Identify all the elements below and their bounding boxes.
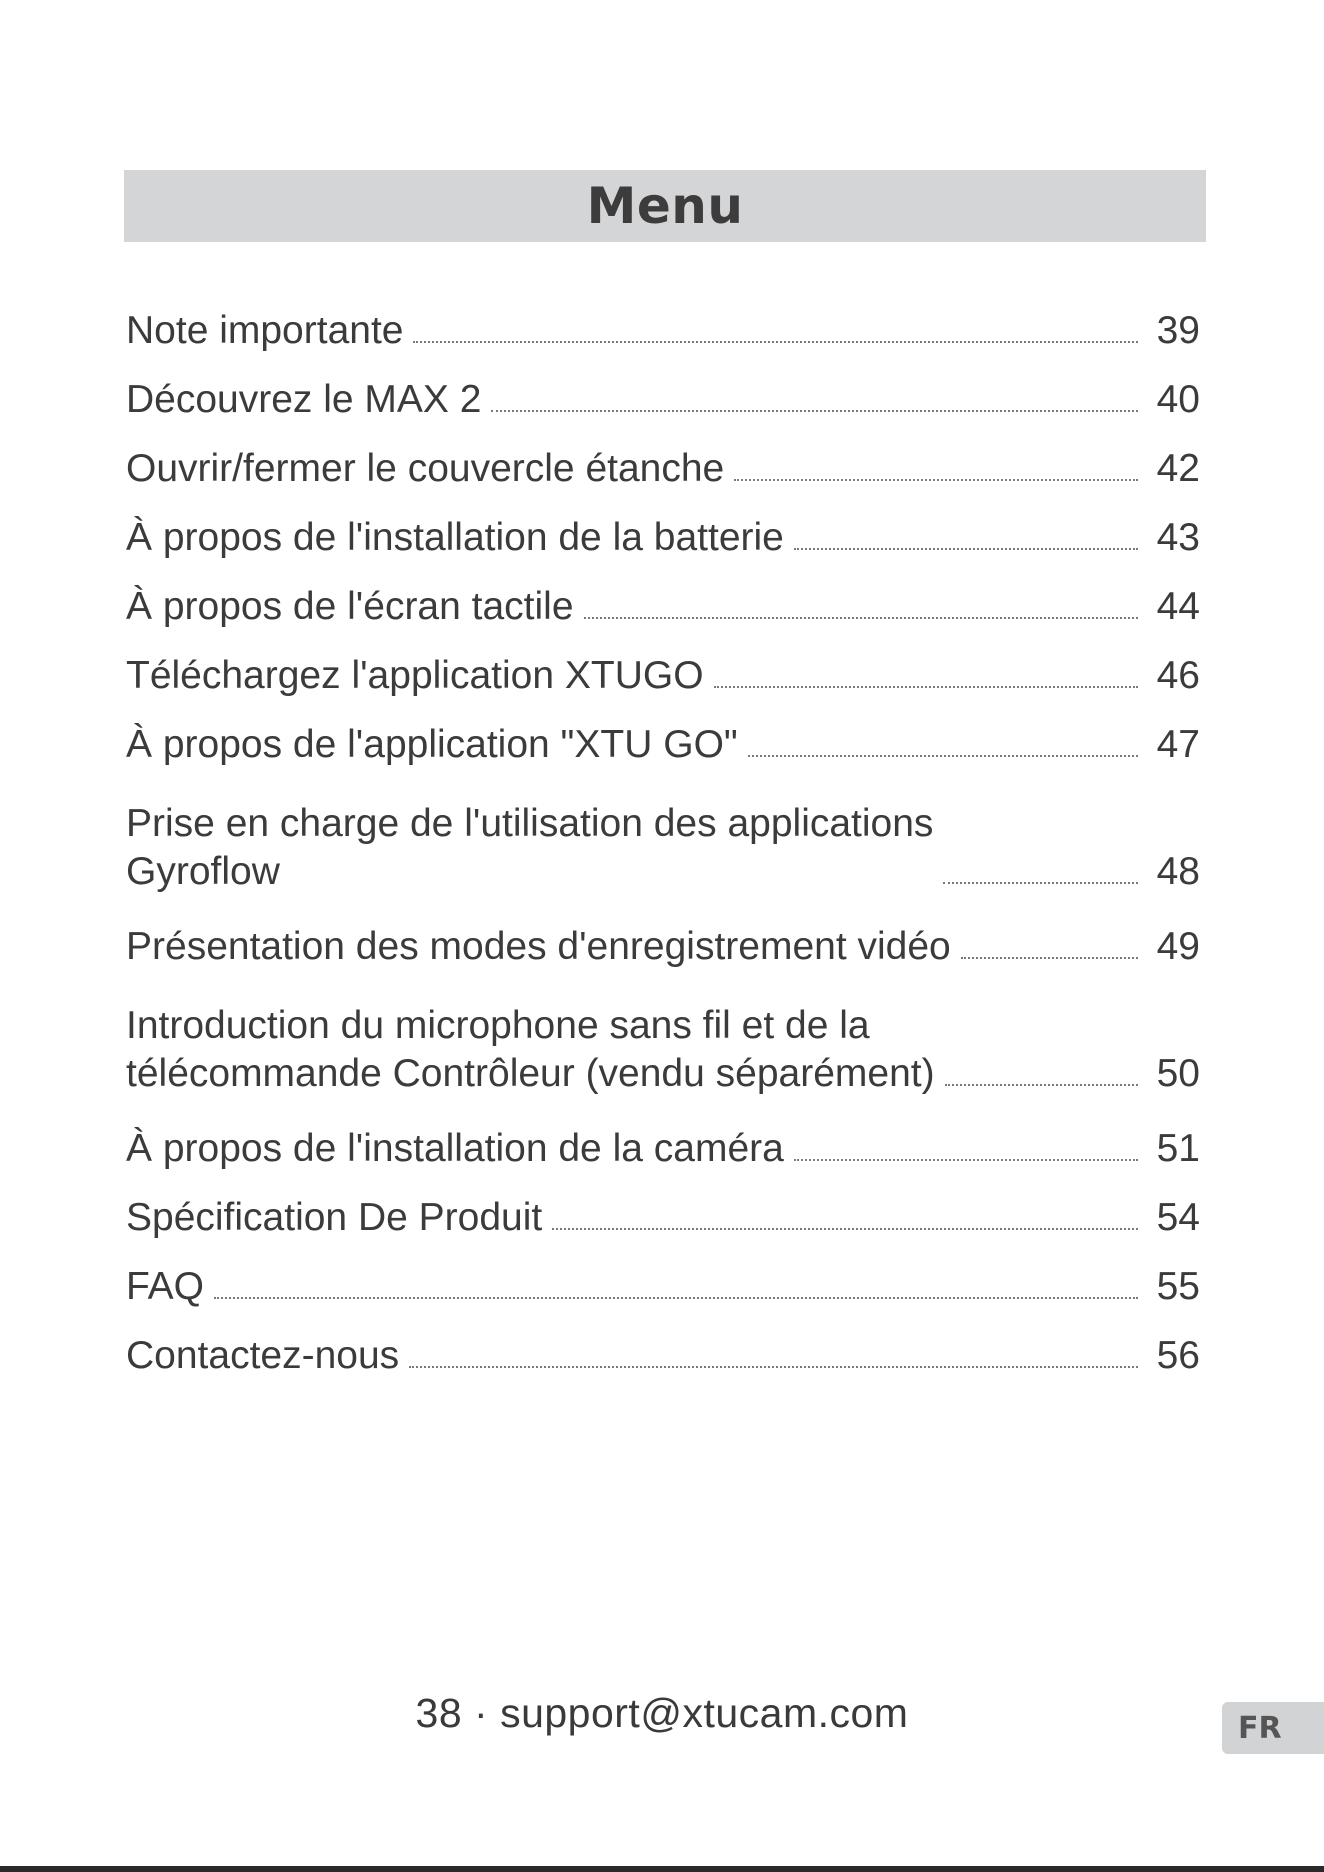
toc-page-number: 48	[1156, 850, 1200, 893]
toc-page-number: 43	[1156, 516, 1200, 559]
toc-entry-specification-produit[interactable]	[126, 1173, 1200, 1242]
toc-entry-title: Introduction du microphone sans fil et de la télécommande Contrôleur (vendu séparément)	[126, 1004, 935, 1095]
toc-entry-microphone-telecommande[interactable]	[126, 977, 1200, 1098]
table-of-contents	[126, 286, 1200, 1380]
menu-header	[124, 170, 1206, 242]
page-bottom-border	[0, 1866, 1324, 1872]
toc-entry-title: Contactez-nous	[126, 1334, 400, 1377]
toc-entry-title: Téléchargez l'application XTUGO	[126, 654, 704, 697]
toc-entry-title: À propos de l'écran tactile	[126, 585, 574, 628]
toc-entry-gyroflow[interactable]	[126, 775, 1200, 896]
toc-entry-contactez-nous[interactable]	[126, 1311, 1200, 1380]
dot-leader	[748, 755, 1138, 757]
dot-leader	[584, 617, 1138, 619]
toc-entry-title: FAQ	[126, 1265, 205, 1308]
toc-entry-title: Ouvrir/fermer le couvercle étanche	[126, 447, 725, 490]
language-tab: FR	[1222, 1702, 1324, 1754]
dot-leader	[943, 882, 1138, 884]
toc-page-number: 50	[1156, 1052, 1200, 1095]
toc-page-number: 54	[1156, 1196, 1200, 1239]
dot-leader	[961, 957, 1138, 959]
toc-entry-title: À propos de l'installation de la caméra	[126, 1127, 784, 1170]
toc-page-number: 51	[1156, 1127, 1200, 1170]
toc-entry-faq[interactable]	[126, 1242, 1200, 1311]
toc-page-number: 55	[1156, 1265, 1200, 1308]
toc-entry-modes-enregistrement[interactable]	[126, 902, 1200, 971]
toc-page-number: 39	[1156, 309, 1200, 352]
toc-page-number: 49	[1156, 925, 1200, 968]
dot-leader	[491, 410, 1138, 412]
toc-entry-title: Présentation des modes d'enregistrement vidéo	[126, 925, 951, 968]
toc-entry-installation-camera[interactable]	[126, 1104, 1200, 1173]
dot-leader	[214, 1297, 1138, 1299]
toc-entry-title: Spécification De Produit	[126, 1196, 543, 1239]
dot-leader	[945, 1084, 1138, 1086]
toc-entry-title: À propos de l'application "XTU GO"	[126, 723, 738, 766]
toc-page-number: 44	[1156, 585, 1200, 628]
page-footer: 38 · support@xtucam.com	[415, 1690, 909, 1736]
toc-page-number: 56	[1156, 1334, 1200, 1377]
toc-page-number: 46	[1156, 654, 1200, 697]
dot-leader	[734, 479, 1138, 481]
toc-entry-title: Note importante	[126, 309, 404, 352]
toc-entry-title: À propos de l'installation de la batterie	[126, 516, 784, 559]
toc-entry-couvercle-etanche[interactable]	[126, 424, 1200, 493]
page-title: Menu	[586, 177, 744, 235]
toc-entry-installation-batterie[interactable]	[126, 493, 1200, 562]
toc-entry-title: Prise en charge de l'utilisation des applications Gyroflow	[126, 802, 934, 893]
dot-leader	[409, 1366, 1138, 1368]
dot-leader	[552, 1228, 1138, 1230]
toc-page-number: 40	[1156, 378, 1200, 421]
toc-entry-note-importante[interactable]	[126, 286, 1200, 355]
toc-entry-ecran-tactile[interactable]	[126, 562, 1200, 631]
toc-entry-title: Découvrez le MAX 2	[126, 378, 482, 421]
dot-leader	[413, 341, 1138, 343]
dot-leader	[714, 686, 1138, 688]
dot-leader	[794, 1159, 1138, 1161]
toc-page-number: 47	[1156, 723, 1200, 766]
toc-entry-application-xtu-go[interactable]	[126, 700, 1200, 769]
toc-entry-telechargez-application[interactable]	[126, 631, 1200, 700]
dot-leader	[794, 548, 1138, 550]
toc-entry-decouvrez-max-2[interactable]	[126, 355, 1200, 424]
toc-page-number: 42	[1156, 447, 1200, 490]
